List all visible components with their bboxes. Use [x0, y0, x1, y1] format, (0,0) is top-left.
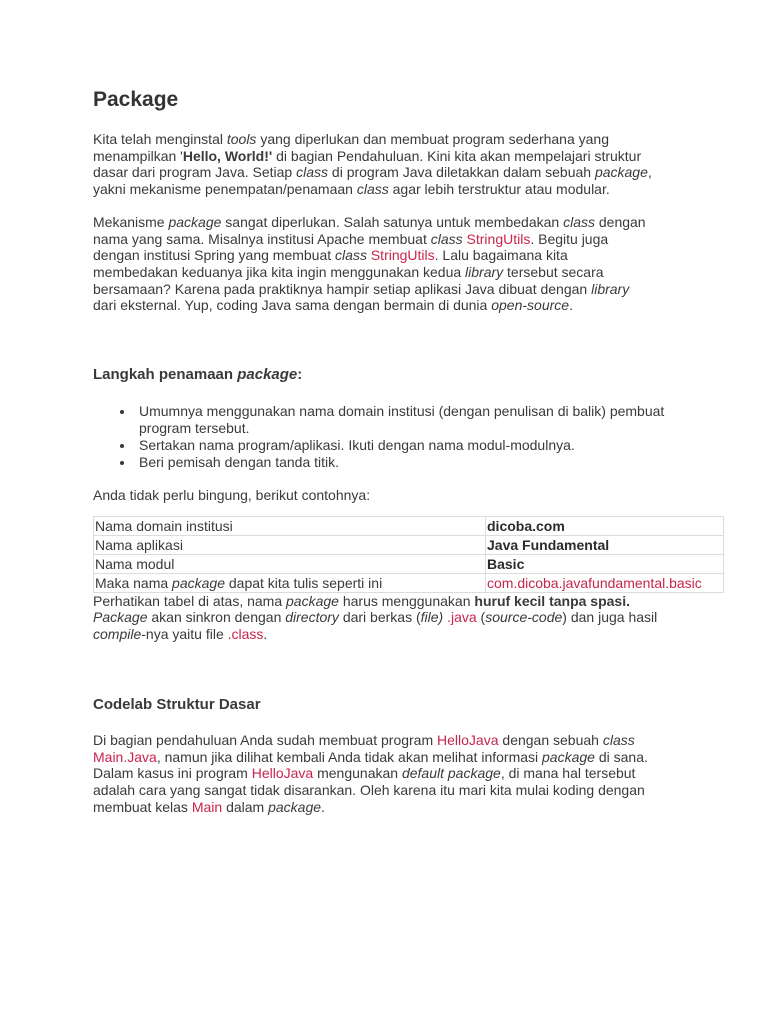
italic-term: class: [356, 181, 389, 198]
italic-term: file): [420, 609, 444, 626]
document: [93, 86, 733, 815]
text: akan sinkron dengan: [147, 609, 286, 626]
text: , yakni mekanisme penempatan/penamaan: [93, 164, 652, 198]
bold-term: Hello, World!': [182, 147, 273, 164]
code-term: StringUtils: [370, 247, 435, 264]
text: ) dan juga hasil: [562, 609, 658, 626]
text: Di bagian pendahuluan Anda sudah membuat program: [93, 731, 438, 748]
table-cell-label: Nama aplikasi: [94, 535, 486, 554]
code-term: Main.Java: [93, 748, 157, 765]
code-term: HelloJava: [437, 731, 499, 748]
text: Kita telah menginstal: [93, 131, 227, 147]
code-term: Main: [191, 798, 223, 815]
list-item: • Sertakan nama program/aplikasi. Ikuti dengan nama modul-modulnya.: [135, 437, 695, 454]
code-term: .java: [447, 609, 477, 626]
italic-term: package: [168, 213, 222, 230]
italic-term: class: [563, 213, 595, 230]
list-item: • Umumnya menggunakan nama domain institusi (dengan penulisan di balik) pembuat program tersebut.: [135, 403, 695, 437]
italic-term: class: [335, 247, 367, 264]
italic-term: compile: [93, 626, 142, 643]
code-term: .class: [227, 626, 264, 643]
italic-term: package: [594, 164, 648, 181]
table-row: [94, 573, 724, 592]
text: :: [297, 366, 303, 384]
table-cell-label: Nama modul: [94, 554, 486, 573]
table-cell-value: Java Fundamental: [486, 535, 724, 554]
text: , di mana hal tersebut adalah cara yang sangat tidak disarankan. Oleh karena itu mari kita mulai koding dengan membuat kelas: [93, 765, 645, 815]
text: harus menggunakan: [338, 592, 475, 609]
text: . Lalu bagaimana kita membedakan keduanya jika kita ingin menggunakan kedua: [93, 247, 568, 280]
text: Perhatikan tabel di atas, nama: [93, 592, 287, 609]
table-row: [94, 554, 724, 573]
text: dari eksternal. Yup, coding Java sama dengan bermain di dunia: [93, 297, 492, 314]
langkah-list: [93, 403, 695, 471]
text: di sana. Dalam kasus ini program: [93, 748, 648, 782]
italic-term: Package: [93, 609, 148, 626]
perhatikan-paragraph: [93, 593, 673, 643]
text: tersebut secara bersamaan? Karena pada praktiknya hampir setiap aplikasi Java dibuat dengan: [93, 263, 604, 297]
italic-term: library: [465, 263, 504, 280]
text: agar lebih terstruktur atau modular.: [388, 181, 610, 198]
codelab-paragraph: [93, 732, 673, 816]
code-term: StringUtils: [466, 230, 531, 247]
table-cell-value: Basic: [486, 554, 724, 573]
italic-term: directory: [285, 609, 339, 626]
table-row: [94, 516, 724, 535]
intro-paragraph: [93, 131, 673, 198]
text: , namun jika dilihat kembali Anda tidak akan melihat informasi: [156, 748, 543, 765]
italic-term: open-source: [491, 297, 570, 314]
text: dapat kita tulis seperti ini: [224, 574, 383, 591]
text: di bagian Pendahuluan. Kini kita akan mempelajari struktur dasar dari program Java. Setiap: [93, 147, 642, 181]
table-cell-value: com.dicoba.javafundamental.basic: [486, 573, 724, 592]
table-row: [94, 535, 724, 554]
text: yang diperlukan dan membuat program sederhana yang menampilkan ': [93, 131, 609, 164]
list-item: • Beri pemisah dengan tanda titik.: [135, 454, 695, 471]
text: mengunakan: [313, 765, 402, 782]
italic-term: package: [286, 592, 339, 609]
italic-term: package: [172, 574, 225, 591]
contoh-text: Anda tidak perlu bingung, berikut contohnya:: [93, 487, 371, 504]
text: . Begitu juga dengan institusi Spring yang membuat: [93, 230, 609, 264]
codelab-heading: Codelab Struktur Dasar: [93, 695, 261, 713]
page-title: Package: [93, 88, 179, 111]
table-cell-value: dicoba.com: [486, 516, 724, 535]
italic-term: class: [602, 731, 635, 748]
italic-term: tools: [226, 131, 257, 147]
table-cell-label: Nama domain institusi: [94, 516, 486, 535]
italic-term: class: [430, 230, 463, 247]
langkah-heading: [93, 365, 733, 385]
italic-term: class: [296, 164, 329, 181]
text: .: [321, 798, 325, 815]
text: (: [476, 609, 486, 626]
italic-term: source-code: [485, 609, 563, 626]
italic-term: package: [237, 366, 298, 384]
text: .: [263, 626, 268, 643]
bold-term: huruf kecil tanpa spasi.: [474, 592, 630, 609]
text: dalam: [222, 798, 269, 815]
text: Mekanisme: [93, 213, 169, 230]
table-cell-label: [94, 573, 486, 592]
text: dengan nama yang sama. Misalnya institusi Apache membuat: [93, 213, 646, 247]
text: Langkah penamaan: [93, 366, 238, 384]
italic-term: default package: [401, 765, 501, 782]
code-term: HelloJava: [251, 765, 314, 782]
italic-term: library: [591, 280, 630, 297]
text: .: [569, 297, 573, 314]
package-example-table: [93, 516, 724, 593]
mekanisme-paragraph: [93, 214, 653, 314]
text: dari berkas (: [338, 609, 421, 626]
italic-term: package: [268, 798, 322, 815]
text: dengan sebuah: [498, 731, 603, 748]
italic-term: package: [542, 748, 595, 765]
text: -nya yaitu file: [141, 626, 228, 643]
text: Maka nama: [95, 574, 173, 591]
text: sangat diperlukan. Salah satunya untuk membedakan: [221, 213, 564, 230]
text: di program Java diletakkan dalam sebuah: [328, 164, 595, 181]
